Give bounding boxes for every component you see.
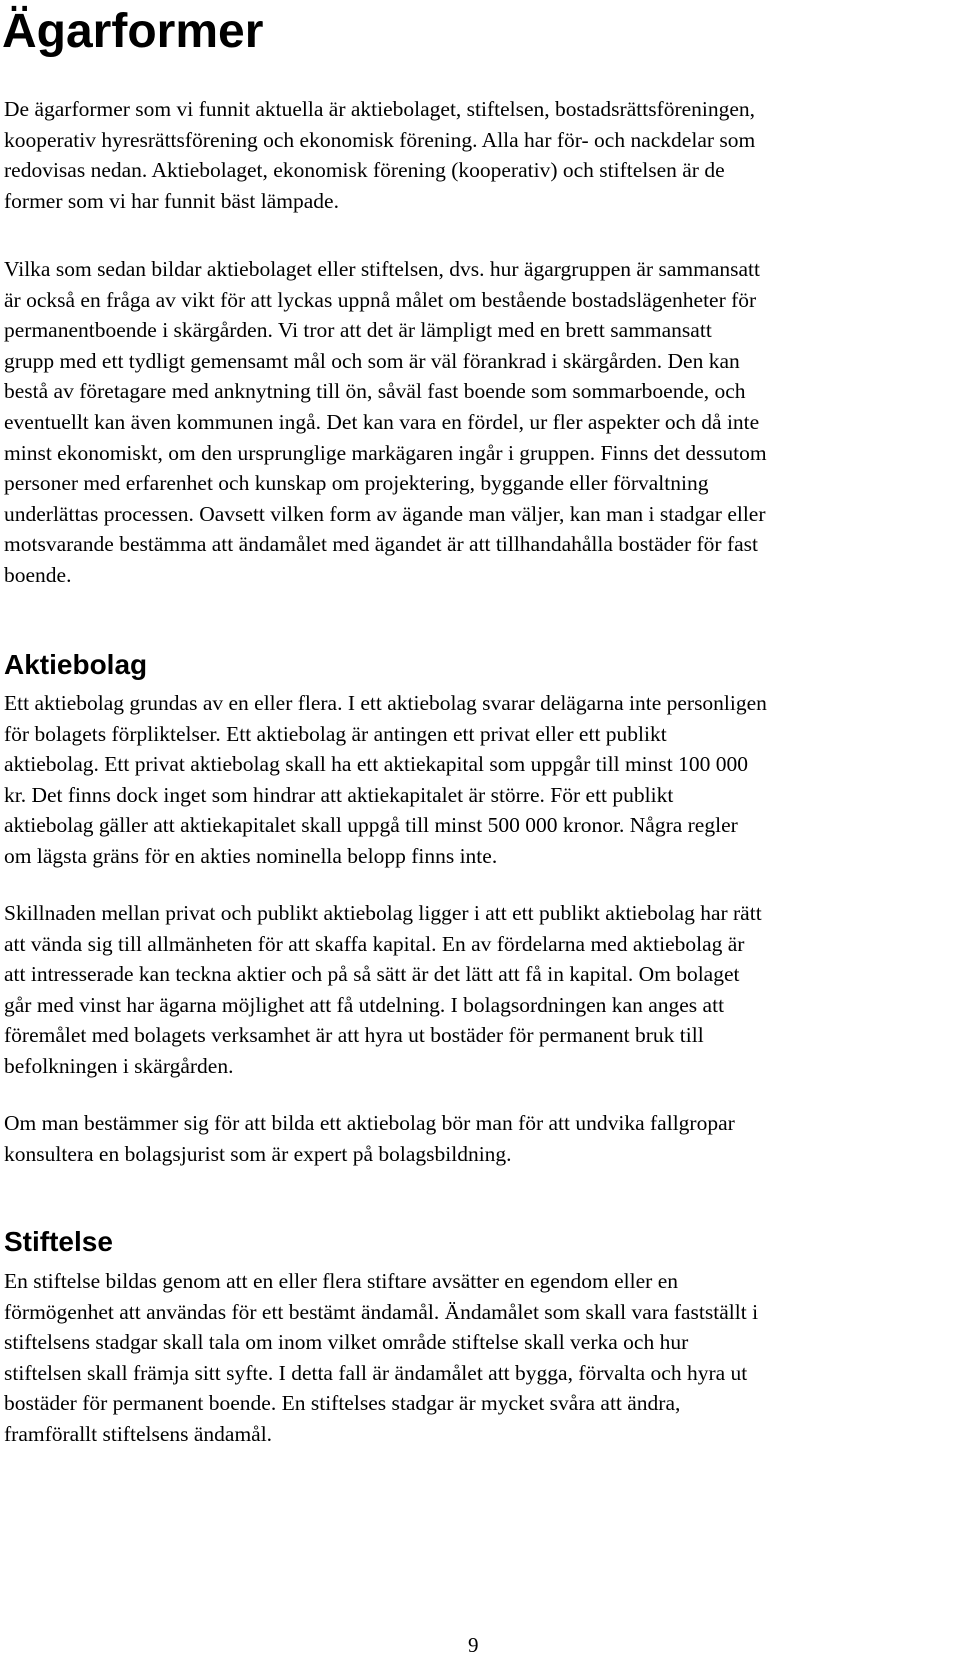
text-line: föremålet med bolagets verksamhet är att hyra ut bostäder för permanent bruk till	[4, 1023, 704, 1048]
text-line: går med vinst har ägarna möjlighet att få utdelning. I bolagsordningen kan anges att	[4, 992, 725, 1017]
text-line: redovisas nedan. Aktiebolaget, ekonomisk förening (kooperativ) och stiftelsen är de	[4, 158, 725, 183]
text-line: stiftelsens stadgar skall tala om inom vilket område stiftelse skall verka och hur	[4, 1330, 689, 1355]
section-heading-stiftelse: Stiftelse	[4, 1226, 113, 1257]
text-line: stiftelsen skall främja sitt syfte. I detta fall är ändamålet att bygga, förvalta och hyra ut	[4, 1360, 748, 1385]
text-line: former som vi har funnit bäst lämpade.	[4, 188, 339, 213]
text-line: underlättas processen. Oavsett vilken form av ägande man väljer, kan man i stadgar eller	[4, 501, 766, 526]
text-line: förmögenhet att användas för ett bestämt ändamål. Ändamålet som skall vara fastställt i	[4, 1299, 759, 1324]
text-line: En stiftelse bildas genom att en eller flera stiftare avsätter en egendom eller en	[4, 1269, 678, 1293]
text-line: Ett aktiebolag grundas av en eller flera. I ett aktiebolag svarar delägarna inte personligen	[4, 691, 767, 715]
text-line: motsvarande bestämma att ändamålet med ägandet är att tillhandahålla bostäder för fast	[4, 532, 758, 557]
text-line: aktiebolag. Ett privat aktiebolag skall ha ett aktiekapital som uppgår till minst 100 000	[4, 752, 748, 777]
text-line: eventuellt kan även kommunen ingå. Det kan vara en fördel, ur fler aspekter och då inte	[4, 409, 760, 434]
text-line: konsultera en bolagsjurist som är expert på bolagsbildning.	[4, 1141, 512, 1166]
text-line: aktiebolag gäller att aktiekapitalet skall uppgå till minst 500 000 kronor. Några regler	[4, 813, 738, 838]
page-title: Ägarformer	[2, 5, 264, 58]
text-line: att vända sig till allmänheten för att skaffa kapital. En av fördelarna med aktiebolag är	[4, 931, 745, 956]
text-line: permanentboende i skärgården. Vi tror att det är lämpligt med en brett sammansatt	[4, 318, 712, 343]
text-line: framförallt stiftelsens ändamål.	[4, 1421, 273, 1446]
text-line: befolkningen i skärgården.	[4, 1053, 234, 1078]
page-number: 9	[468, 1633, 479, 1657]
text-line: personer med erfarenhet och kunskap om projektering, byggande eller förvaltning	[4, 471, 709, 496]
intro-paragraph	[4, 94, 954, 216]
text-line: bostäder för permanent boende. En stiftelses stadgar är mycket svåra att ändra,	[4, 1391, 681, 1416]
aktiebolag-paragraph-2	[4, 898, 954, 1082]
text-line: boende.	[4, 562, 72, 587]
text-line: grupp med ett tydligt gemensamt mål och som är väl förankrad i skärgården. Den kan	[4, 348, 740, 373]
ownership-group-paragraph	[4, 254, 954, 591]
text-line: för bolagets förpliktelser. Ett aktiebolag är antingen ett privat eller ett publikt	[4, 721, 667, 746]
text-line: Skillnaden mellan privat och publikt aktiebolag ligger i att ett publikt aktiebolag har rätt	[4, 901, 762, 925]
text-line: De ägarformer som vi funnit aktuella är aktiebolaget, stiftelsen, bostadsrättsföreningen,	[4, 97, 756, 121]
aktiebolag-paragraph-3	[4, 1108, 954, 1169]
stiftelse-paragraph-1	[4, 1266, 954, 1450]
text-line: kr. Det finns dock inget som hindrar att aktiekapitalet är större. För ett publikt	[4, 782, 674, 807]
text-line: Om man bestämmer sig för att bilda ett aktiebolag bör man för att undvika fallgropar	[4, 1111, 735, 1135]
text-line: bestå av företagare med anknytning till ön, såväl fast boende som sommarboende, och	[4, 379, 746, 404]
text-line: kooperativ hyresrättsförening och ekonomisk förening. Alla har för- och nackdelar som	[4, 127, 756, 152]
text-line: Vilka som sedan bildar aktiebolaget eller stiftelsen, dvs. hur ägargruppen är sammansatt	[4, 257, 760, 281]
text-line: om lägsta gräns för en akties nominella belopp finns inte.	[4, 843, 498, 868]
section-heading-aktiebolag: Aktiebolag	[4, 649, 148, 680]
text-line: minst ekonomiskt, om den ursprunglige markägaren ingår i gruppen. Finns det dessutom	[4, 440, 767, 465]
aktiebolag-paragraph-1	[4, 688, 954, 872]
text-line: är också en fråga av vikt för att lyckas uppnå målet om bestående bostadslägenheter för	[4, 287, 757, 312]
text-line: att intresserade kan teckna aktier och på så sätt är det lätt att få in kapital. Om bolaget	[4, 962, 740, 987]
